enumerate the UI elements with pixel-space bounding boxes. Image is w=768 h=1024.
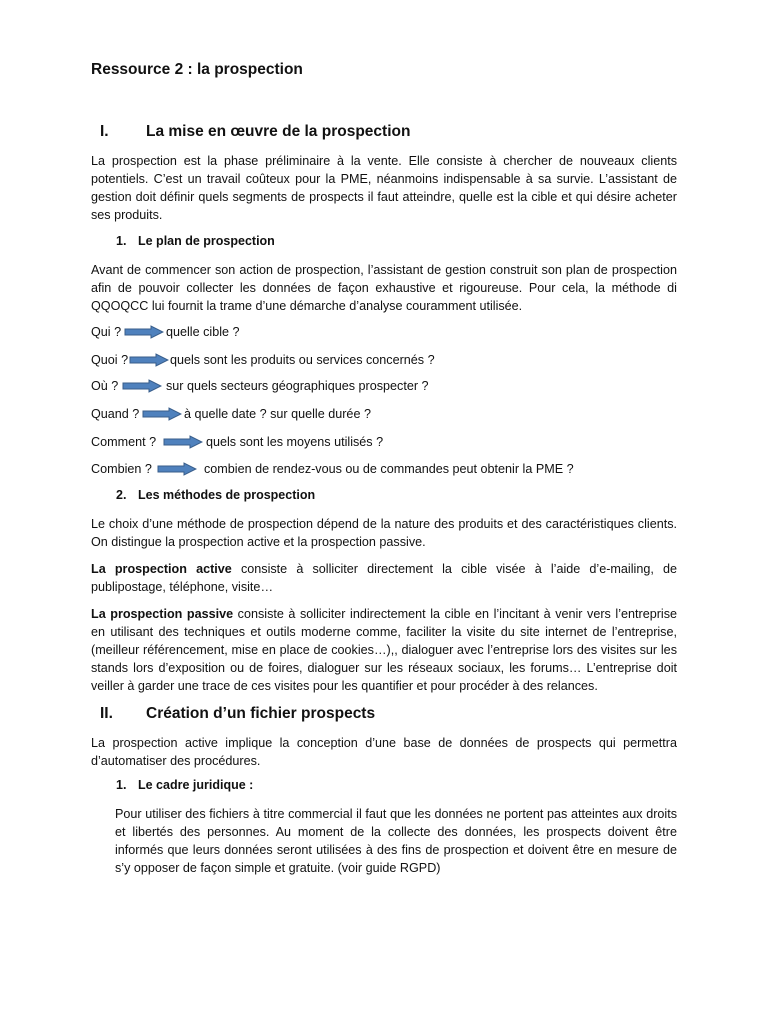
arrow-right-icon <box>122 379 162 393</box>
active-prospection-text: consiste à solliciter directement la cible visée à l’aide d’e-mailing, de publipostage, téléphone, visite… <box>91 562 677 594</box>
passive-prospection-text: consiste à solliciter indirectement la cible en l’incitant à venir vers l’entreprise en utilisant des techniques et outils moderne comme, faciliter la visite du site internet de l’entreprise, (meilleur référencement, mise en place de cookies…),, dialoguer avec l’entreprise lors des visites sur les stands lors d’exposition ou de foires, dialoguer sur les réseaux sociaux, les forums… L’entreprise doit veiller à garder une trace de ces visites pour les quantifier et pour procéder à des relances. <box>91 607 677 693</box>
qqoqcc-question: Combien ? <box>91 462 152 476</box>
arrow-right-icon <box>129 353 169 367</box>
qqoqcc-answer: quelle cible ? <box>166 325 240 339</box>
qqoqcc-answer: quels sont les moyens utilisés ? <box>206 435 384 449</box>
qqoqcc-answer: sur quels secteurs géographiques prospecter ? <box>166 379 429 393</box>
subsection-1-1-title: Le plan de prospection <box>138 234 275 248</box>
passive-prospection-label: La prospection passive <box>91 607 234 621</box>
qqoqcc-answer: à quelle date ? sur quelle durée ? <box>184 407 371 421</box>
passive-prospection-paragraph <box>91 605 677 695</box>
document-title: Ressource 2 : la prospection <box>91 61 303 78</box>
section-2-title: Création d’un fichier prospects <box>146 705 376 722</box>
arrow-right-icon <box>142 407 182 421</box>
qqoqcc-answer: quels sont les produits ou services concernés ? <box>170 353 435 367</box>
qqoqcc-question: Quoi ? <box>91 353 129 367</box>
active-prospection-label: La prospection active <box>91 562 232 576</box>
arrow-right-icon <box>163 435 203 449</box>
section-1-title: La mise en œuvre de la prospection <box>146 123 411 140</box>
arrow-right-icon <box>124 325 164 339</box>
subsection-2-1-text: Pour utiliser des fichiers à titre commercial il faut que les données ne portent pas atteintes aux droits et libertés des personnes. Au moment de la collecte des données, les prospects doivent être informés que leurs données seront utilisées à des fins de prospection et doivent être en mesure de s’y opposer de façon simple et gratuite. (voir guide RGPD) <box>115 807 677 875</box>
arrow-right-icon <box>157 462 197 476</box>
active-prospection-paragraph <box>91 560 677 596</box>
section-1-number: I. <box>100 123 109 140</box>
section-1-intro: La prospection est la phase préliminaire à la vente. Elle consiste à chercher de nouveaux clients potentiels. C’est un travail coûteux pour la PME, néanmoins indispensable à sa survie. L’assistant de gestion doit définir quels segments de prospects il faut atteindre, quelle est la cible et qui désire acheter ses produits. <box>91 154 677 222</box>
qqoqcc-question: Comment ? <box>91 435 157 449</box>
qqoqcc-answer: combien de rendez-vous ou de commandes peut obtenir la PME ? <box>204 462 574 476</box>
qqoqcc-question: Où ? <box>91 379 119 393</box>
subsection-1-2-number: 2. <box>116 488 127 502</box>
section-2-intro: La prospection active implique la conception d’une base de données de prospects qui permettra d’automatiser des procédures. <box>91 736 677 768</box>
qqoqcc-question: Qui ? <box>91 325 122 339</box>
subsection-1-1-heading <box>116 234 275 248</box>
qqoqcc-question: Quand ? <box>91 407 140 421</box>
subsection-2-1-title: Le cadre juridique : <box>138 778 254 792</box>
subsection-1-2-title: Les méthodes de prospection <box>138 488 316 502</box>
subsection-1-2-text: Le choix d’une méthode de prospection dépend de la nature des produits et des caractéristiques clients. On distingue la prospection active et la prospection passive. <box>91 517 677 549</box>
section-2-number: II. <box>100 705 113 722</box>
subsection-1-2-heading <box>116 488 315 502</box>
subsection-2-1-number: 1. <box>116 778 127 792</box>
subsection-1-1-text: Avant de commencer son action de prospection, l’assistant de gestion construit son plan de prospection afin de pouvoir collecter les données de façon exhaustive et rigoureuse. Pour cela, la méthode di QQOQCC lui fournit la trame d’une démarche d’analyse couramment utilisée. <box>91 263 677 313</box>
section-2-heading <box>100 705 375 723</box>
subsection-1-1-number: 1. <box>116 234 127 248</box>
subsection-2-1-heading <box>116 778 253 792</box>
section-1-heading <box>100 123 410 141</box>
